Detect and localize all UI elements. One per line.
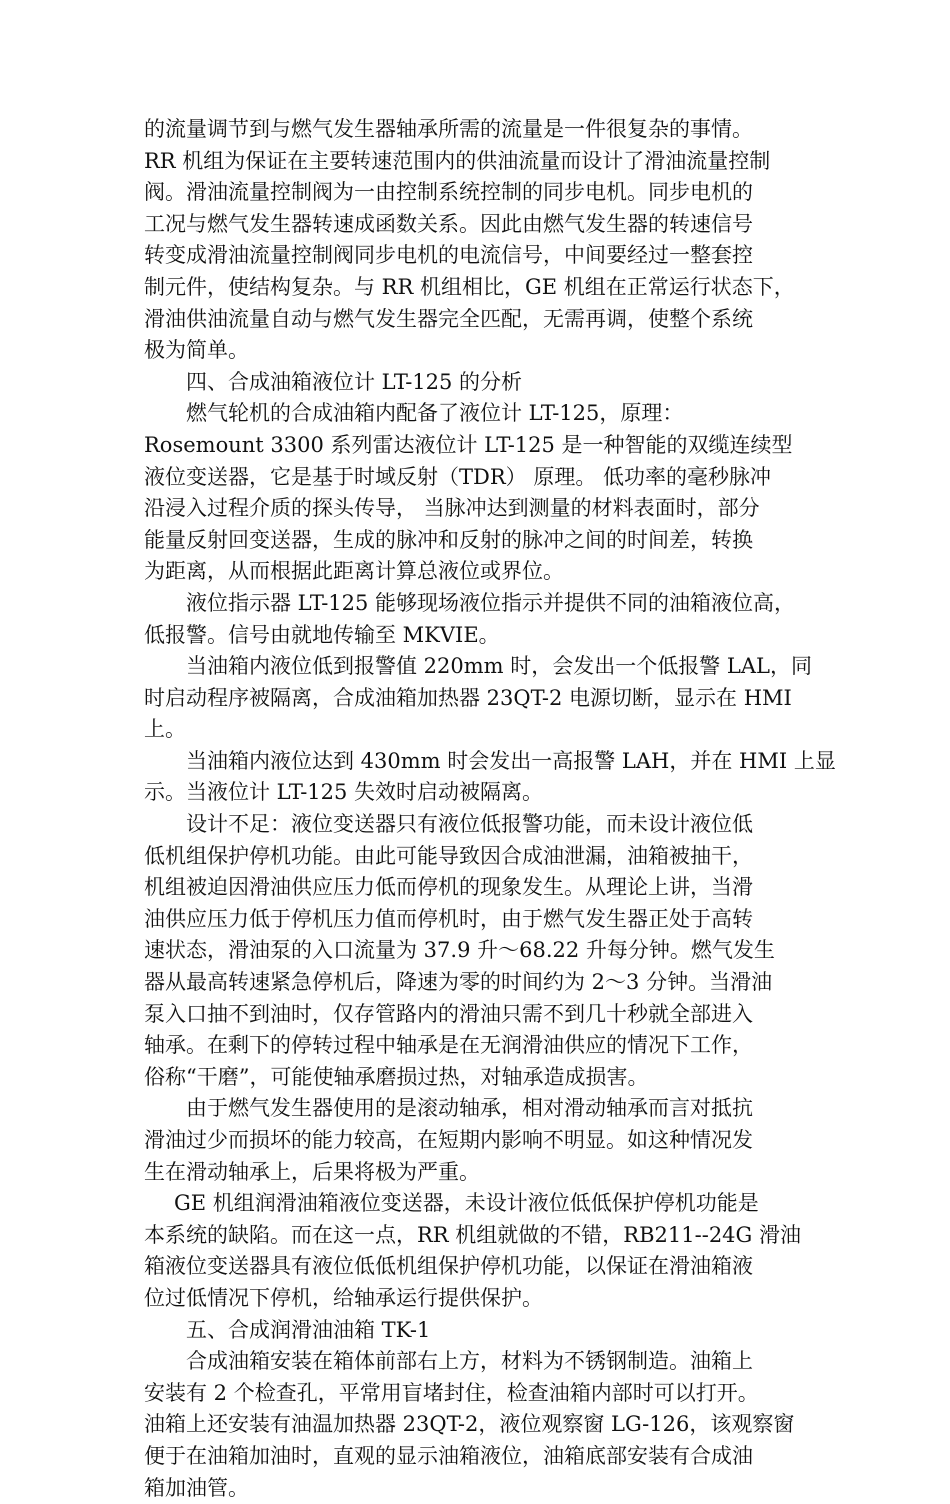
text-line: 器从最高转速紧急停机后，降速为零的时间约为 2～3 分钟。当滑油 xyxy=(144,970,773,995)
document-body xyxy=(144,114,836,1504)
text-line: 机组被迫因滑油供应压力低而停机的现象发生。从理论上讲，当滑 xyxy=(144,875,753,900)
text-line: 位过低情况下停机，给轴承运行提供保护。 xyxy=(144,1285,543,1310)
text-line: 箱加油管。 xyxy=(144,1475,249,1500)
text-line: 工况与燃气发生器转速成函数关系。因此由燃气发生器的转速信号 xyxy=(144,211,753,236)
paragraph-start: GE 机组润滑油箱液位变送器，未设计液位低低保护停机功能是 xyxy=(174,1191,759,1216)
text-line: 上。 xyxy=(144,717,186,742)
text-line: 时启动程序被隔离，合成油箱加热器 23QT-2 电源切断，显示在 HMI xyxy=(144,685,792,710)
text-line: 极为简单。 xyxy=(144,338,249,363)
text-line: 本系统的缺陷。而在这一点，RR 机组就做的不错，RB211--24G 滑油 xyxy=(144,1222,801,1247)
paragraph-start: 设计不足：液位变送器只有液位低报警功能，而未设计液位低 xyxy=(186,812,753,837)
text-line: 俗称“干磨”，可能使轴承磨损过热，对轴承造成损害。 xyxy=(144,1064,649,1089)
text-line: 便于在油箱加油时，直观的显示油箱液位，油箱底部安装有合成油 xyxy=(144,1443,753,1468)
text-line: 生在滑动轴承上，后果将极为严重。 xyxy=(144,1159,480,1184)
text-line: 油箱上还安装有油温加热器 23QT-2，液位观察窗 LG-126，该观察窗 xyxy=(144,1412,795,1437)
text-line: 示。当液位计 LT-125 失效时启动被隔离。 xyxy=(144,780,544,805)
text-line: 为距离，从而根据此距离计算总液位或界位。 xyxy=(144,559,564,584)
text-line: 滑油供油流量自动与燃气发生器完全匹配，无需再调，使整个系统 xyxy=(144,306,753,331)
text-line: RR 机组为保证在主要转速范围内的供油流量而设计了滑油流量控制 xyxy=(144,148,771,173)
text-line: 低机组保护停机功能。由此可能导致因合成油泄漏，油箱被抽干， xyxy=(144,843,753,868)
text-line: 转变成滑油流量控制阀同步电机的电流信号，中间要经过一整套控 xyxy=(144,243,753,268)
paragraph-start: 合成油箱安装在箱体前部右上方，材料为不锈钢制造。油箱上 xyxy=(186,1349,753,1374)
text-line: 轴承。在剩下的停转过程中轴承是在无润滑油供应的情况下工作， xyxy=(144,1033,753,1058)
paragraph-start: 由于燃气发生器使用的是滚动轴承，相对滑动轴承而言对抵抗 xyxy=(186,1096,753,1121)
text-line: 箱液位变送器具有液位低低机组保护停机功能，以保证在滑油箱液 xyxy=(144,1254,753,1279)
paragraph-start: 当油箱内液位达到 430mm 时会发出一高报警 LAH，并在 HMI 上显 xyxy=(186,748,836,773)
text-line: 沿浸入过程介质的探头传导， 当脉冲达到测量的材料表面时，部分 xyxy=(144,496,760,521)
text-line: 制元件，使结构复杂。与 RR 机组相比，GE 机组在正常运行状态下， xyxy=(144,274,795,299)
paragraph-start: 燃气轮机的合成油箱内配备了液位计 LT-125，原理： xyxy=(186,401,684,426)
text-line: 阀。滑油流量控制阀为一由控制系统控制的同步电机。同步电机的 xyxy=(144,180,753,205)
text-line: 能量反射回变送器，生成的脉冲和反射的脉冲之间的时间差，转换 xyxy=(144,527,753,552)
paragraph-start: 当油箱内液位低到报警值 220mm 时，会发出一个低报警 LAL，同 xyxy=(186,654,812,679)
text-line: Rosemount 3300 系列雷达液位计 LT-125 是一种智能的双缆连续型 xyxy=(144,432,793,457)
section-heading-4: 四、合成油箱液位计 LT-125 的分析 xyxy=(186,369,523,394)
text-line: 泵入口抽不到油时，仅存管路内的滑油只需不到几十秒就全部进入 xyxy=(144,1001,753,1026)
text-line: 的流量调节到与燃气发生器轴承所需的流量是一件很复杂的事情。 xyxy=(144,117,753,141)
section-heading-5: 五、合成润滑油油箱 TK-1 xyxy=(186,1317,431,1342)
text-line: 安装有 2 个检查孔，平常用盲堵封住，检查油箱内部时可以打开。 xyxy=(144,1380,759,1405)
text-line: 速状态，滑油泵的入口流量为 37.9 升～68.22 升每分钟。燃气发生 xyxy=(144,938,775,963)
text-line: 液位变送器，它是基于时域反射（TDR） 原理。 低功率的毫秒脉冲 xyxy=(144,464,772,489)
paragraph-start: 液位指示器 LT-125 能够现场液位指示并提供不同的油箱液位高， xyxy=(186,590,796,615)
text-line: 油供应压力低于停机压力值而停机时，由于燃气发生器正处于高转 xyxy=(144,906,753,931)
text-line: 低报警。信号由就地传输至 MKVIE。 xyxy=(144,622,500,647)
text-line: 滑油过少而损坏的能力较高，在短期内影响不明显。如这种情况发 xyxy=(144,1128,753,1152)
